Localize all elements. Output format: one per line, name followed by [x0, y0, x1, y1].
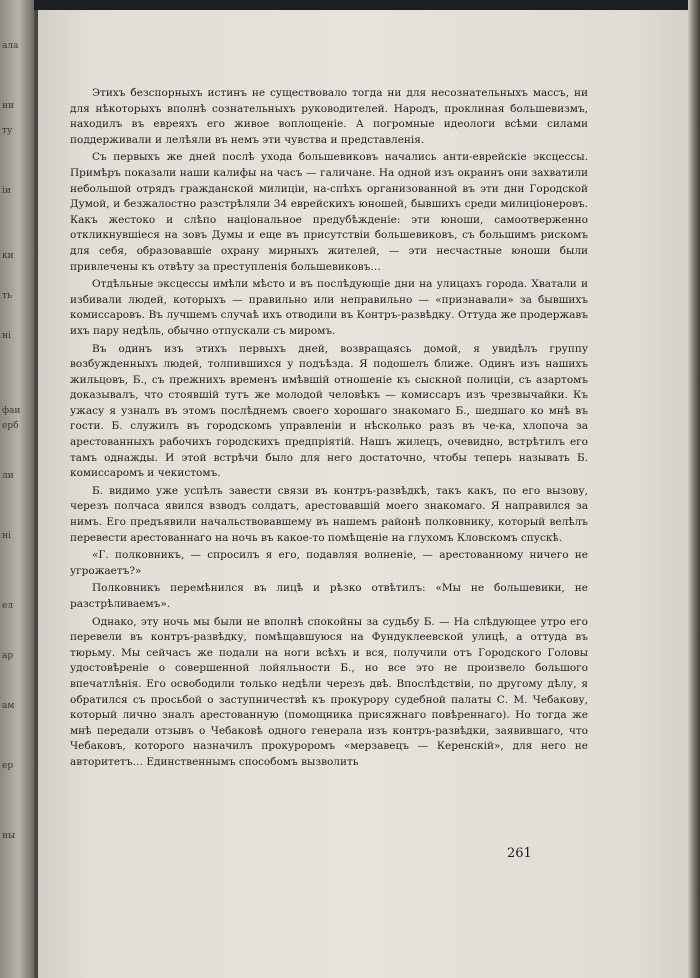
left-page-fragment: фаи — [2, 406, 21, 416]
adjacent-page-edge — [0, 0, 34, 978]
left-page-fragment: ам — [2, 701, 15, 711]
paragraph: Съ первыхъ же дней послѣ ухода большевиковъ начались анти-еврейскіе эксцессы. Примѣръ показали наши калифы на часъ — галичане. На одной изъ окраинъ они захватили небольшой отрядъ гражданской милиціи, на-спѣхъ организованной въ эти дни Городской Думой, и безжалостно разстрѣляли 34 еврейскихъ юношей, бывшихъ среди милиціонеровъ. Какъ жестоко и слѣпо національное предубѣжденіе: эти юноши, самоотверженно откликнувшіеся на зовъ Думы и еще въ присутствіи большевиковъ, съ большимъ рискомъ для себя, образовавшіе охрану мирныхъ жителей, — эти несчастные юноши были привлечены къ отвѣту за преступленія большевиковъ… — [70, 151, 588, 273]
left-page-fragment: ала — [2, 41, 19, 51]
left-page-fragment: іи — [2, 186, 11, 196]
left-page-fragment: ні — [2, 331, 11, 341]
paragraph: Б. видимо уже успѣлъ завести связи въ контръ-развѣдкѣ, такъ какъ, по его вызову, черезъ полчаса явился взводъ солдатъ, арестовавшій моего знакомаго. Я направился за нимъ. Его предъявили начальствовавшему въ нашемъ районѣ полковнику, который велѣлъ перевести арестованнаго на ночь въ какое-то помѣщеніе на глухомъ Кловскомъ спускѣ. — [70, 484, 588, 544]
left-page-fragment: ки — [2, 251, 14, 261]
paragraph: Отдѣльные эксцессы имѣли мѣсто и въ послѣдующіе дни на улицахъ города. Хватали и избивали людей, которыхъ — правильно или неправильно — «признавали» за бывшихъ комиссаровъ. Въ лучшемъ случаѣ ихъ отводили въ Контръ-развѣдку. Оттуда же продержавъ ихъ пару недѣль, обычно отпускали съ миромъ. — [70, 278, 588, 337]
paragraph: Полковникъ перемѣнился въ лицѣ и рѣзко отвѣтилъ: «Мы не большевики, не разстрѣливаемъ». — [70, 582, 588, 610]
left-page-fragment: ту — [2, 126, 13, 136]
left-page-fragment: ны — [2, 831, 16, 841]
paragraph: «Г. полковникъ, — спросилъ я его, подавляя волненіе, — арестованному ничего не угрожаетъ?» — [70, 549, 588, 577]
left-page-fragment: ерб — [2, 421, 19, 431]
book-page — [38, 10, 690, 978]
left-page-fragment: ні — [2, 531, 11, 541]
body-text — [70, 86, 588, 773]
paragraph: Въ одинъ изъ этихъ первыхъ дней, возвращаясь домой, я увидѣлъ группу возбужденныхъ людей, толпившихся у подъѣзда. Я подошелъ ближе. Одинъ изъ нашихъ жильцовъ, Б., съ прежнихъ временъ имѣвшій отношеніе къ сыскной полиціи, съ азартомъ доказывалъ, что стоявшій тутъ же молодой человѣкъ — комиссаръ изъ чрезвычайки. Къ ужасу я узналъ въ этомъ послѣднемъ своего хорошаго знакомаго Б., шедшаго ко мнѣ въ гости. Б. служилъ въ городскомъ управленіи и нѣсколько разъ въ че-ка, хлопоча за арестованныхъ рабочихъ городскихъ предпріятій. Нашъ жилецъ, очевидно, встрѣтилъ его тамъ однажды. И этой встрѣчи было для него достаточно, чтобы теперь называть Б. комиссаромъ и чекистомъ. — [70, 342, 588, 480]
left-page-fragment: ер — [2, 761, 14, 771]
left-page-fragment: ни — [2, 101, 14, 111]
left-page-fragment: ар — [2, 651, 14, 661]
left-page-fragment: ть — [2, 291, 12, 301]
paragraph: Однако, эту ночь мы были не вполнѣ спокойны за судьбу Б. — На слѣдующее утро его перевели въ контръ-развѣдку, помѣщавшуюся на Фундуклеевской улицѣ, а оттуда въ тюрьму. Мы сейчасъ же подали на ноги всѣхъ и вся, получили отъ Городского Головы удостовѣреніе о совершенной лойяльности Б., но все это не произвело большого впечатлѣнія. Его освободили только недѣли черезъ двѣ. Впослѣдствіи, по другому дѣлу, я обратился съ просьбой о заступничествѣ къ прокурору судебной палаты С. М. Чебакову, который лично зналъ арестованную (помощника присяжнаго повѣреннаго). Но тогда же мнѣ передали отзывъ о Чебаковѣ одного генерала изъ контръ-развѣдки, заявившаго, что Чебаковъ, которого назначилъ прокуроромъ «мерзавецъ — Керенскій», для него не авторитетъ… Единственнымъ способомъ вызволить — [70, 615, 588, 768]
left-page-fragment: ли — [2, 471, 14, 481]
page-number: 261 — [507, 846, 532, 861]
left-page-fragment: ел — [2, 601, 14, 611]
page-stack-edge — [688, 0, 700, 978]
paragraph: Этихъ безспорныхъ истинъ не существовало тогда ни для несознательныхъ массъ, ни для нѣкоторыхъ вполнѣ сознательныхъ руководителей. Народъ, проклиная большевизмъ, находилъ въ евреяхъ его живое воплощеніе. А погромные идеологи всѣми силами поддерживали и лелѣяли въ немъ эти чувства и представленія. — [70, 87, 588, 146]
